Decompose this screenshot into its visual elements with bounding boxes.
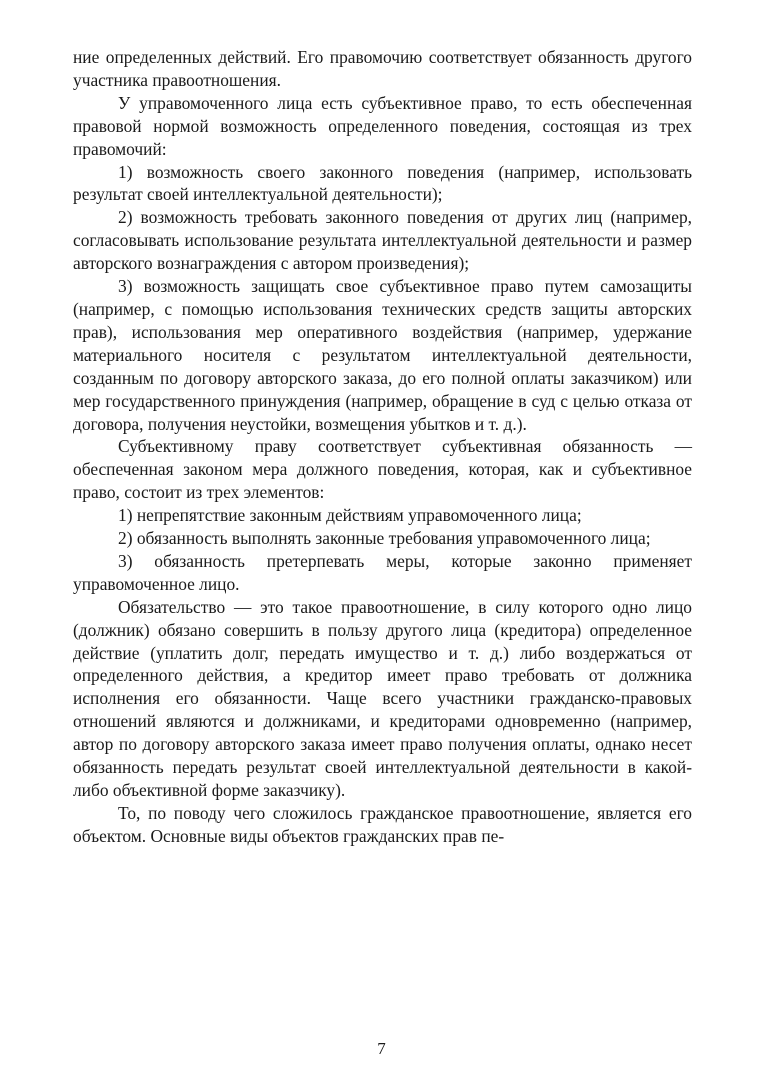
list-item-right-2: 2) возможность требовать законного поведения от других лиц (например, согласовывать использование результата интеллектуальной деятельности и размер авторского вознаграждения с автором произведения); xyxy=(73,207,692,274)
list-item-right-1: 1) возможность своего законного поведения (например, использовать результат своей интеллектуальной деятельности); xyxy=(73,161,692,205)
paragraph-object: То, по поводу чего сложилось гражданское правоотношение, является его объектом. Основные виды объектов гражданских прав пе- xyxy=(73,802,692,846)
list-item-duty-1: 1) непрепятствие законным действиям управомоченного лица; xyxy=(118,505,582,526)
page-number: 7 xyxy=(377,1039,386,1058)
list-item-duty-2: 2) обязанность выполнять законные требования управомоченного лица; xyxy=(118,528,651,549)
paragraph-1: ние определенных действий. Его правомочию соответствует обязанность другого участника правоотношения. xyxy=(73,47,692,90)
list-item-duty-3: 3) обязанность претерпевать меры, которые законно применяет управомоченное лицо. xyxy=(73,550,692,594)
list-item-right-3: 3) возможность защищать свое субъективное право путем самозащиты (например, с помощью использования технических средств защиты авторских прав), использования мер оперативного воздействия (например, удержание материального носителя с результатом интеллектуальной деятельности, созданным по договору авторского заказа, до его полной оплаты заказчиком) или мер государственного принуждения (например, обращение в суд с целью отказа от договора, получения неустойки, возмещения убытков и т. д.). xyxy=(73,276,692,434)
page-body xyxy=(73,46,692,848)
paragraph-duty: Субъективному праву соответствует субъективная обязанность — обеспеченная законом мера должного поведения, которая, как и субъективное право, состоит из трех элементов: xyxy=(73,436,692,503)
paragraph-2: У управомоченного лица есть субъективное право, то есть обеспеченная правовой нормой возможность определенного поведения, состоящая из трех правомочий: xyxy=(73,92,692,159)
paragraph-obligation: Обязательство — это такое правоотношение, в силу которого одно лицо (должник) обязано совершить в пользу другого лица (кредитора) определенное действие (уплатить долг, передать имущество и т. д.) либо воздержаться от определенного действия, а кредитор имеет право требовать от должника исполнения его обязанности. Чаще всего участники гражданско-правовых отношений являются и должниками, и кредиторами одновременно (например, автор по договору авторского заказа имеет право получения оплаты, однако несет обязанность передать результат своей интеллектуальной деятельности в какой-либо объективной форме заказчику). xyxy=(73,596,692,800)
